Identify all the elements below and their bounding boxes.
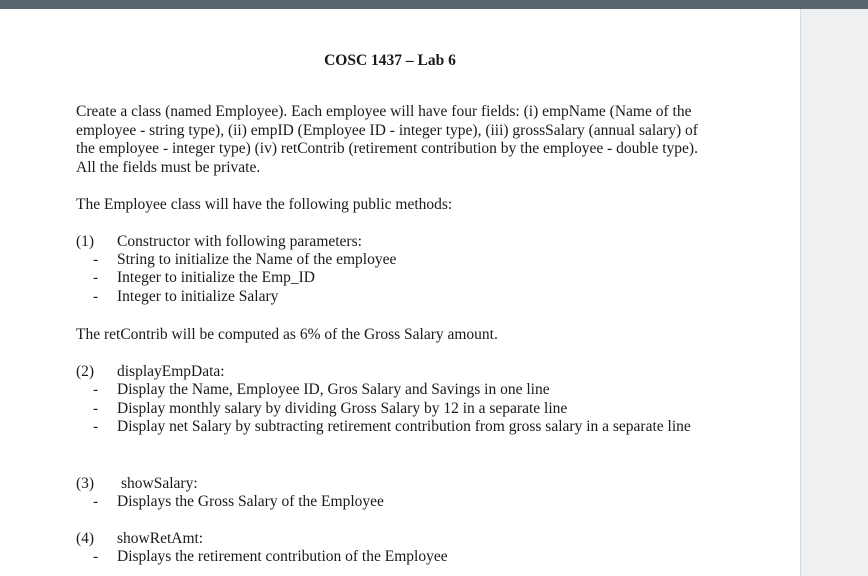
- document-title: COSC 1437 – Lab 6: [324, 52, 456, 69]
- section-1-bullet: Integer to initialize the Emp_ID: [117, 269, 315, 286]
- section-4-number: (4): [76, 530, 95, 547]
- section-1-heading: Constructor with following parameters:: [117, 233, 362, 250]
- section-2-number: (2): [76, 363, 95, 380]
- section-1-bullet: String to initialize the Name of the employee: [117, 251, 397, 268]
- bullet-marker: -: [93, 418, 99, 435]
- bullet-marker: -: [93, 288, 99, 305]
- methods-intro: The Employee class will have the following public methods:: [76, 196, 453, 213]
- section-2-heading: displayEmpData:: [117, 363, 225, 380]
- section-3-heading: showSalary:: [121, 475, 198, 492]
- section-2-bullet: Display the Name, Employee ID, Gros Salary and Savings in one line: [117, 381, 550, 398]
- section-1-bullet: Integer to initialize Salary: [117, 288, 279, 305]
- section-4-heading: showRetAmt:: [117, 530, 204, 547]
- bullet-marker: -: [93, 269, 99, 286]
- intro-paragraph: Create a class (named Employee). Each employee will have four fields: (i) empName (Name of the employee - string type), (ii) empID (Employee ID - integer type), (iii) grossSalary (annual salary) of the employee - integer type) (iv) retContrib (retirement contribution by the employee - double type). All the fields must be private.: [76, 103, 698, 176]
- side-panel: [800, 9, 868, 576]
- document-page: [0, 9, 800, 576]
- section-2-bullet: Display monthly salary by dividing Gross Salary by 12 in a separate line: [117, 400, 568, 417]
- section-2-bullet: Display net Salary by subtracting retirement contribution from gross salary in a separate line: [117, 418, 691, 435]
- bullet-marker: -: [93, 548, 99, 565]
- section-1-number: (1): [76, 233, 95, 250]
- retcontrib-note: The retContrib will be computed as 6% of the Gross Salary amount.: [76, 326, 498, 343]
- section-4-bullet: Displays the retirement contribution of the Employee: [117, 548, 448, 565]
- window-top-bar: [0, 0, 868, 9]
- bullet-marker: -: [93, 251, 99, 268]
- bullet-marker: -: [93, 381, 99, 398]
- bullet-marker: -: [93, 400, 99, 417]
- section-3-number: (3): [76, 475, 95, 492]
- bullet-marker: -: [93, 493, 99, 510]
- section-3-bullet: Displays the Gross Salary of the Employee: [117, 493, 384, 510]
